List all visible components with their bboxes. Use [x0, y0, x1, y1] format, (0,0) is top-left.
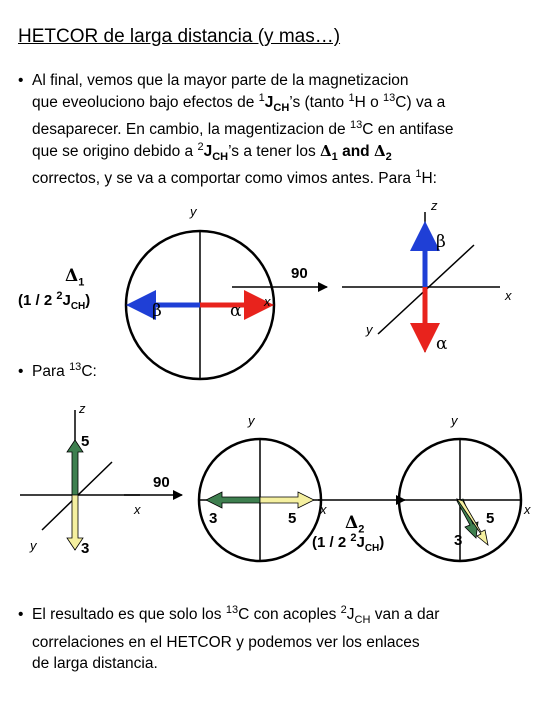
h-delta-label: $\Delta_1$	[65, 266, 85, 289]
h-circle-y-label: y	[190, 204, 197, 219]
h-delay-label: (1 / 2 $^2J_{CH}$)	[18, 290, 91, 312]
result-line-2: correlaciones en el HETCOR y podemos ver los enlaces	[32, 633, 420, 651]
c-circle1-left-arrow	[206, 492, 260, 508]
c-circle2-y-label: y	[451, 413, 458, 428]
result-line-3: de larga distancia.	[32, 655, 158, 673]
c-frame1-label-3: 3	[81, 540, 90, 557]
bullet-icon: •	[18, 606, 24, 623]
h-frame-beta-label: β	[436, 232, 446, 252]
result-paragraph	[18, 604, 439, 675]
intro-line-2: que eveoluciono bajo efectos de $^1J_{CH}’s$ (tanto $^1$H o $^{13}$C) va a	[32, 91, 446, 114]
c-circle1-label-5: 5	[288, 510, 297, 527]
c-circle-1-diagram	[199, 439, 321, 561]
h-alpha-label: α	[230, 301, 242, 321]
c-circle1-y-label: y	[248, 413, 255, 428]
c-circle1-label-3: 3	[209, 510, 218, 527]
c-circle2-x-label: x	[524, 502, 531, 517]
h-pulse-label: 90	[291, 265, 308, 282]
c-3d-frame-1	[20, 410, 140, 550]
result-line-1: • El resultado es que solo los $^{13}$C con acoples $^2J_{CH}$ van a dar	[18, 603, 440, 627]
intro-line-4: que se origino debido a $^2J_{CH}’s$ a tener los $\Delta_1$ and $\Delta_2$	[32, 140, 392, 163]
c-circle2-label-3: 3	[454, 532, 463, 549]
intro-line-3: desaparecer. En cambio, la magentizacion de $^{13}$C en antifase	[32, 118, 454, 139]
carbon-heading: • Para $^{13}$C:	[18, 361, 97, 383]
c-frame1-y-label: y	[30, 538, 37, 553]
intro-line-1: • Al final, vemos que la mayor parte de la magnetizacion	[18, 70, 454, 92]
c-pulse-label: 90	[153, 474, 170, 491]
c-circle2-label-5: 5	[486, 510, 495, 527]
c-delta-label: $\Delta_2$	[345, 513, 365, 536]
h-circle-diagram	[126, 231, 274, 379]
bullet-icon: •	[18, 72, 24, 89]
intro-line-5: correctos, y se va a comportar como vimos antes. Para $^1$H:	[32, 168, 437, 188]
slide-title: HETCOR de larga distancia (y mas…)	[18, 26, 341, 47]
c-frame1-x-label: x	[134, 502, 141, 517]
c-delay-label: (1 / 2 $^2J_{CH}$)	[312, 532, 385, 554]
c-frame1-z-label: z	[79, 401, 86, 416]
h-frame-alpha-label: α	[436, 334, 448, 354]
bullet-icon: •	[18, 363, 24, 380]
h-circle-x-label: x	[264, 294, 271, 309]
h-beta-label: β	[152, 301, 162, 321]
h-frame-y-label: y	[366, 322, 373, 337]
c-circle1-right-arrow	[260, 492, 314, 508]
c-circle1-x-label: x	[320, 502, 327, 517]
c-frame1-label-5: 5	[81, 433, 90, 450]
h-frame-x-label: x	[505, 288, 512, 303]
h-frame-z-label: z	[431, 198, 438, 213]
